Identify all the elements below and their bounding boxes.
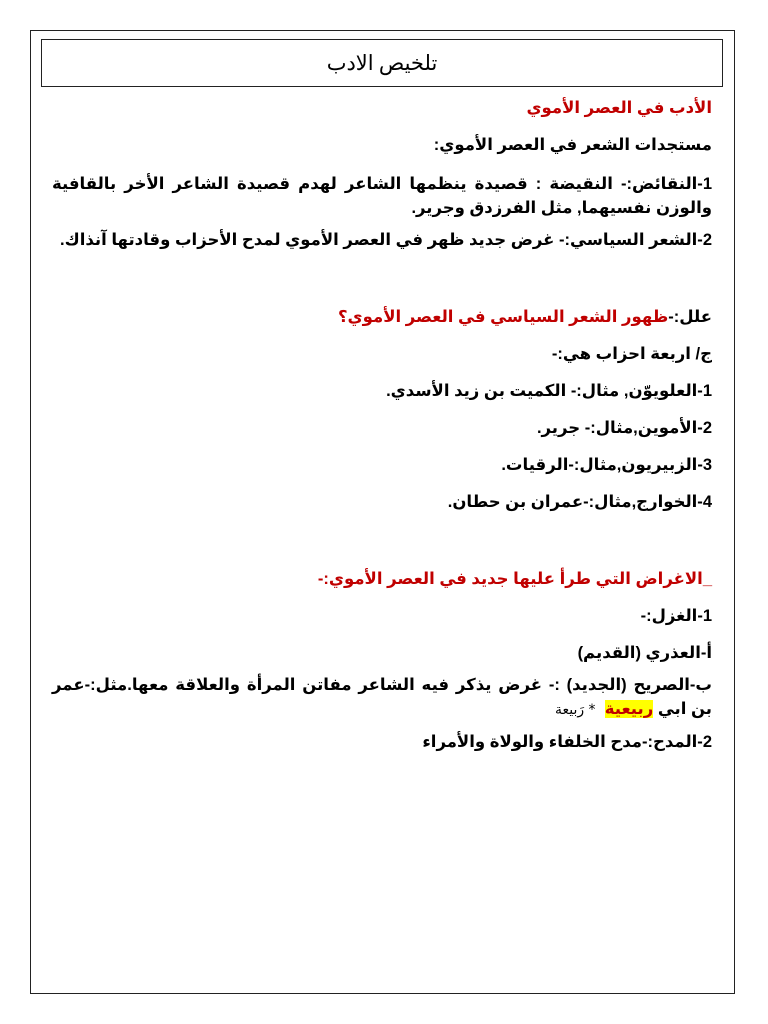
question-text: ظهور الشعر السياسي في العصر الأموي؟	[337, 308, 669, 326]
innovation-item: 1-النقائض:- النقيضة : قصيدة ينظمها الشاعر لهدم قصيدة الشاعر الأخر بالقافية والوزن نفسيهما, مثل الفرزدق وجرير.	[52, 175, 712, 217]
party-item: 1-العلويوّن, مثال:- الكميت بن زيد الأسدي.	[386, 382, 712, 400]
party-item: 3-الزبيريون,مثال:-الرقيات.	[501, 456, 712, 474]
innovation-item: 2-الشعر السياسي:- غرض جديد ظهر في العصر الأموي لمدح الأحزاب وقادتها آنذاك.	[60, 231, 712, 249]
party-item: 2-الأموين,مثال:- جرير.	[536, 419, 712, 437]
ghazal-explicit-text: ب-الصريح (الجديد) :- غرض يذكر فيه الشاعر مفاتن المرأة والعلاقة معها.مثل:-عمر بن ابي	[52, 676, 712, 718]
new-purposes-heading: _الاغراض التي طرأ عليها جديد في العصر الأموي:-	[317, 570, 712, 588]
ghazal-heading: 1-الغزل:-	[640, 607, 712, 625]
ghazal-explicit	[52, 673, 712, 722]
madh-item: 2-المدح:-مدح الخلفاء والولاة والأمراء	[422, 733, 712, 751]
ghazal-udhri: أ-العذري (القديم)	[577, 644, 712, 662]
document-body	[52, 98, 712, 752]
correction-note: * رَبيعة	[554, 702, 596, 718]
section-heading: الأدب في العصر الأموي	[526, 99, 712, 117]
party-item: 4-الخوارج,مثال:-عمران بن حطان.	[447, 493, 712, 511]
innovations-heading: مستجدات الشعر في العصر الأموي:	[433, 136, 712, 154]
page-title: تلخيص الادب	[41, 39, 723, 87]
question-prefix: علل:-	[668, 308, 712, 326]
question	[52, 307, 712, 327]
highlighted-word: ربيعية	[604, 700, 654, 718]
answer-intro: ج/ اربعة احزاب هي:-	[551, 345, 712, 363]
